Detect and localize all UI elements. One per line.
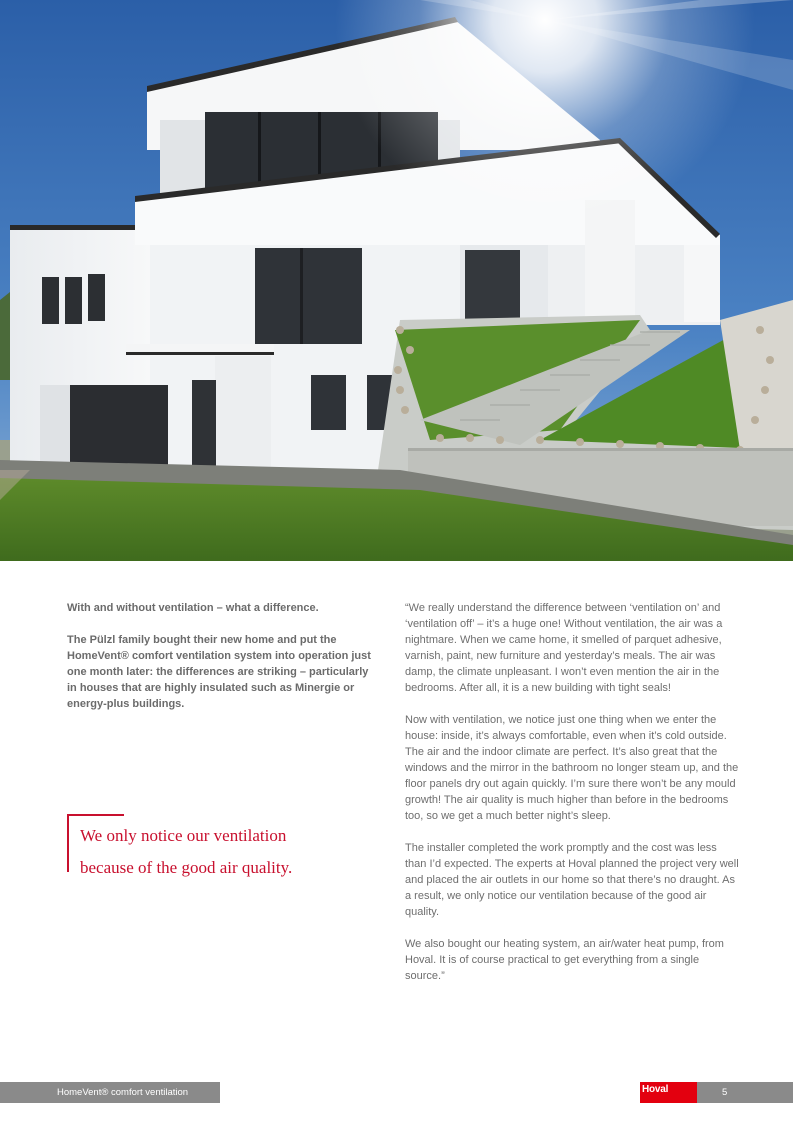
hoval-logo — [640, 1082, 697, 1103]
pull-quote-line-2: because of the good air quality. — [80, 858, 293, 877]
pull-quote — [67, 814, 367, 877]
page-number: 5 — [722, 1087, 728, 1098]
intro-title: With and without ventilation – what a difference. — [67, 602, 319, 614]
testimonial-paragraph: Now with ventilation, we notice just one thing when we enter the house: inside, it’s always comfortable, even when it’s cold outside. The air and the indoor climate are perfect. It’s also great that the windows and the mirror in the bathroom no longer steam up, and the floor panels dry out again quickly. I’m sure there won’t be any mould growth! The air quality is much higher than before in the bedrooms too, so we get a much better night’s sleep. — [405, 714, 739, 822]
quote-bracket-horizontal — [67, 814, 124, 816]
quote-bracket-vertical — [67, 814, 69, 872]
hoval-logo-text: Hoval — [642, 1084, 669, 1095]
footer-product-label: HomeVent® comfort ventilation — [57, 1087, 189, 1098]
testimonial-section — [405, 600, 740, 1000]
testimonial-paragraph: We also bought our heating system, an air/water heat pump, from Hoval. It is of course practical to get everything from a single source.” — [405, 938, 724, 982]
intro-section — [67, 600, 372, 712]
footer-product-bar — [0, 1082, 220, 1103]
pull-quote-text — [80, 820, 292, 884]
testimonial-paragraph: The installer completed the work promptly and the cost was less than I’d expected. The experts at Hoval planned the project very well and placed the air outlets in our home so that there’s no draught. As a result, we only notice our ventilation because of the good air quality. — [405, 842, 739, 918]
pull-quote-line-1: We only notice our ventilation — [80, 826, 287, 845]
intro-body: The Pülzl family bought their new home and put the HomeVent® comfort ventilation system into operation just one month later: the differences are striking – particularly in houses that are highly insulated such as Minergie or energy-plus buildings. — [67, 634, 371, 710]
footer-page-bar — [697, 1082, 793, 1103]
testimonial-paragraph: “We really understand the difference between ‘ventilation on’ and ‘ventilation off’ – it’s a huge one! Without ventilation, the air was a nightmare. When we came home, it smelled of parquet adhesive, varnish, paint, new furniture and yesterday’s meals. The air was damp, the climate unpleasant. I won’t even mention the air in the bedrooms. After all, it is a new building with tight seals! — [405, 602, 723, 694]
